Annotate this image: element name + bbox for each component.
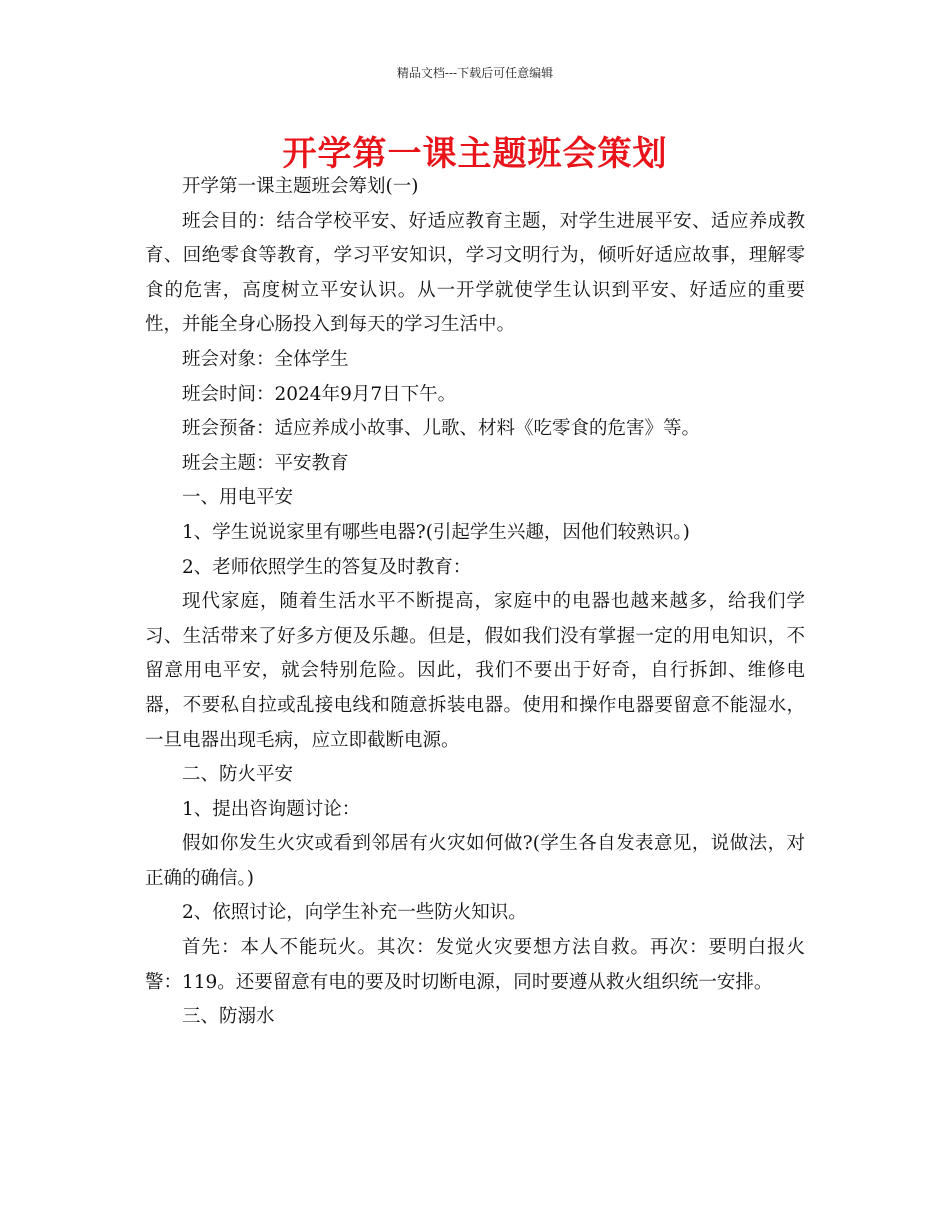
paragraph: 班会目的：结合学校平安、好适应教育主题，对学生进展平安、适应养成教育、回绝零食等教育，学习平安知识，学习文明行为，倾听好适应故事，理解零食的危害，高度树立平安认识。从一开学就使学生认识到平安、好适应的重要性，并能全身心肠投入到每天的学习生活中。 xyxy=(145,210,805,336)
document-title: 开学第一课主题班会策划 xyxy=(282,134,668,174)
paragraph: 2、老师依照学生的答复及时教育： xyxy=(182,556,472,578)
section-heading: 一、用电平安 xyxy=(182,487,294,509)
paragraph: 1、提出咨询题讨论： xyxy=(182,798,361,820)
section-heading: 三、防溺水 xyxy=(182,1006,275,1028)
paragraph: 假如你发生火灾或看到邻居有火灾如何做?(学生各自发表意见，说做法，对正确的确信。) xyxy=(145,833,805,889)
paragraph: 开学第一课主题班会筹划(一) xyxy=(182,176,419,197)
section-heading: 二、防火平安 xyxy=(182,764,294,786)
header-note: 精品文档---下载后可任意编辑 xyxy=(396,66,554,80)
paragraph: 现代家庭，随着生活水平不断提高，家庭中的电器也越来越多，给我们学习、生活带来了好多方便及乐趣。但是，假如我们没有掌握一定的用电知识，不留意用电平安，就会特别危险。因此，我们不要出于好奇，自行拆卸、维修电器，不要私自拉或乱接电线和随意拆装电器。使用和操作电器要留意不能湿水，一旦电器出现毛病，应立即截断电源。 xyxy=(145,591,805,751)
paragraph: 班会时间：2024年9月7日下午。 xyxy=(182,383,457,405)
document-body xyxy=(145,170,805,1035)
paragraph: 班会预备：适应养成小故事、儿歌、材料《吃零食的危害》等。 xyxy=(182,418,701,440)
paragraph: 首先：本人不能玩火。其次：发觉火灾要想方法自救。再次：要明白报火警：119。还要留意有电的要及时切断电源，同时要遵从救火组织统一安排。 xyxy=(145,937,805,993)
paragraph: 班会对象：全体学生 xyxy=(182,348,349,370)
paragraph: 班会主题：平安教育 xyxy=(182,452,349,474)
paragraph: 1、学生说说家里有哪些电器?(引起学生兴趣，因他们较熟识。) xyxy=(182,521,690,543)
paragraph: 2、依照讨论，向学生补充一些防火知识。 xyxy=(182,902,527,924)
